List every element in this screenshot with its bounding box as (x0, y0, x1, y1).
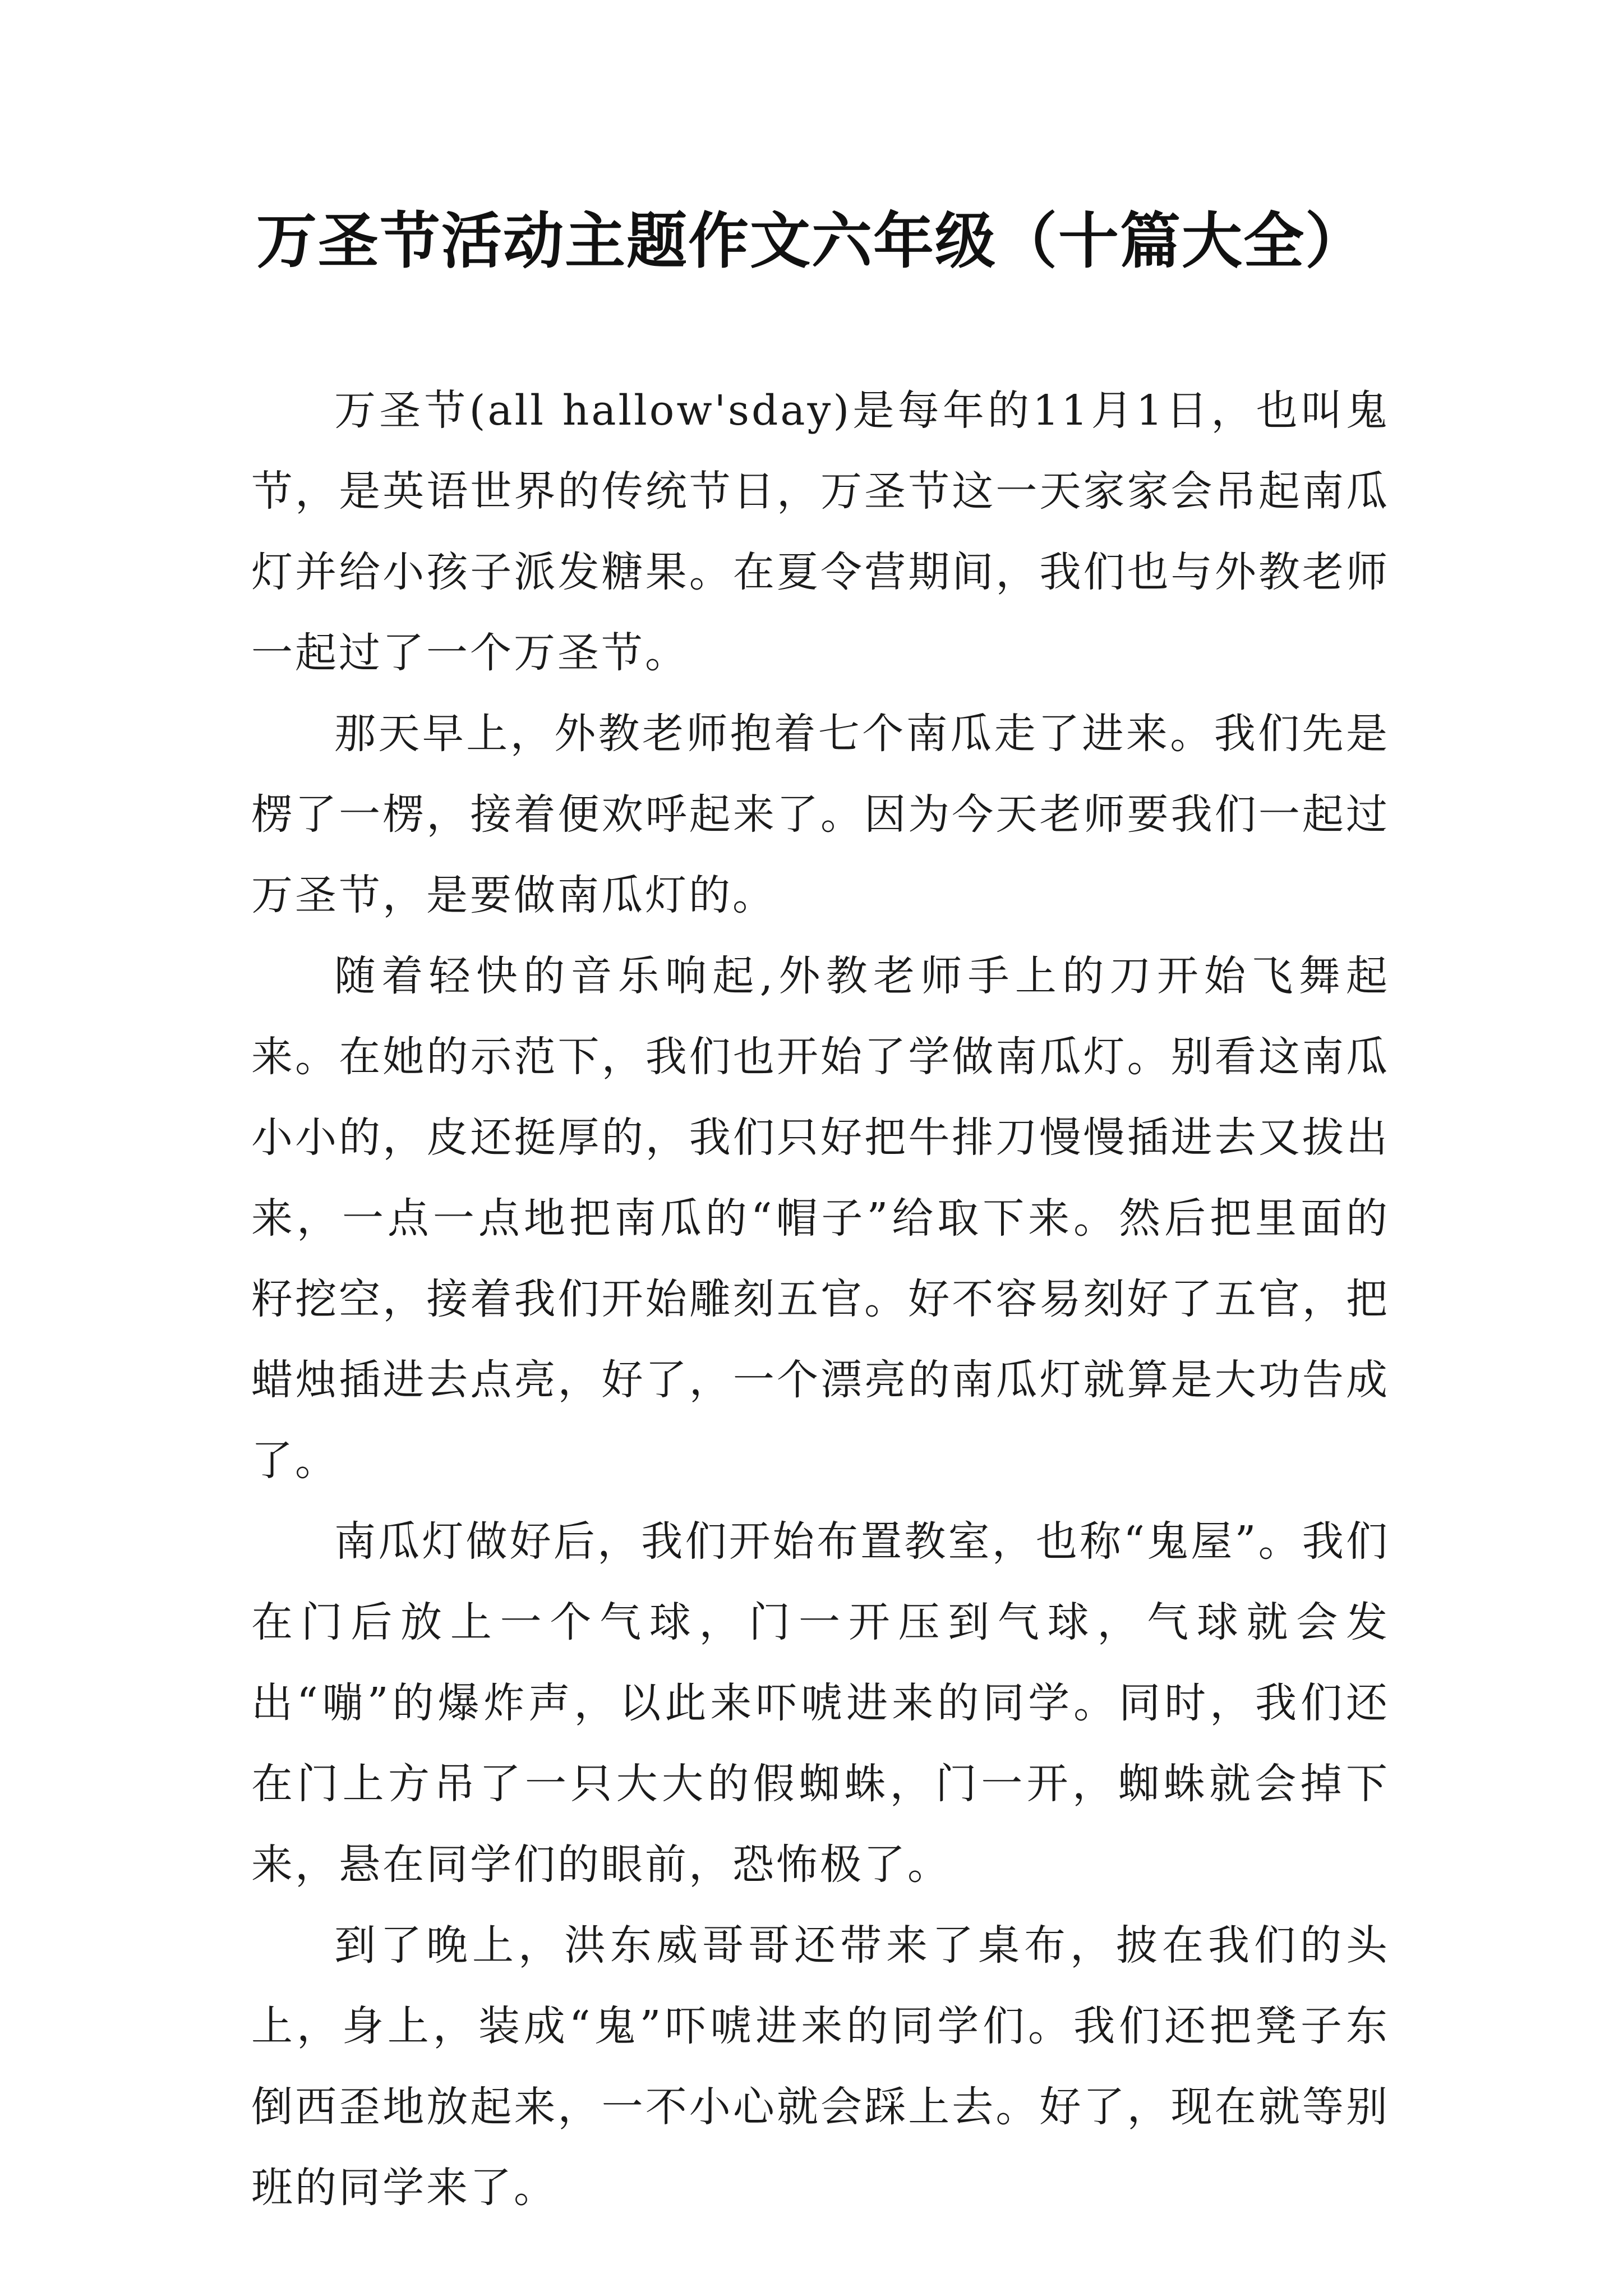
document-body (251, 370, 1390, 2228)
paragraph-2: 那天早上，外教老师抱着七个南瓜走了进来。我们先是楞了一楞，接着便欢呼起来了。因为今天老师要我们一起过万圣节，是要做南瓜灯的。 (251, 710, 1390, 919)
paragraph-5: 到了晚上，洪东威哥哥还带来了桌布，披在我们的头上，身上，装成“鬼”吓唬进来的同学们。我们还把凳子东倒西歪地放起来，一不小心就会踩上去。好了，现在就等别班的同学来了。 (251, 1921, 1390, 2212)
document-title: 万圣节活动主题作文六年级（十篇大全） (256, 206, 1367, 277)
paragraph-1: 万圣节(all hallow'sday)是每年的11月1日，也叫鬼节，是英语世界的传统节日，万圣节这一天家家会吊起南瓜灯并给小孩子派发糖果。在夏令营期间，我们也与外教老师一起过了一个万圣节。 (251, 386, 1390, 677)
paragraph-4: 南瓜灯做好后，我们开始布置教室，也称“鬼屋”。我们在门后放上一个气球，门一开压到气球，气球就会发出“嘣”的爆炸声，以此来吓唬进来的同学。同时，我们还在门上方吊了一只大大的假蜘蛛，门一开，蜘蛛就会掉下来，悬在同学们的眼前，恐怖极了。 (251, 1517, 1390, 1889)
paragraph-3: 随着轻快的音乐响起,外教老师手上的刀开始飞舞起来。在她的示范下，我们也开始了学做南瓜灯。别看这南瓜小小的，皮还挺厚的，我们只好把牛排刀慢慢插进去又拔出来，一点一点地把南瓜的“帽子”给取下来。然后把里面的籽挖空，接着我们开始雕刻五官。好不容易刻好了五官，把蜡烛插进去点亮，好了，一个漂亮的南瓜灯就算是大功告成了。 (251, 952, 1390, 1485)
